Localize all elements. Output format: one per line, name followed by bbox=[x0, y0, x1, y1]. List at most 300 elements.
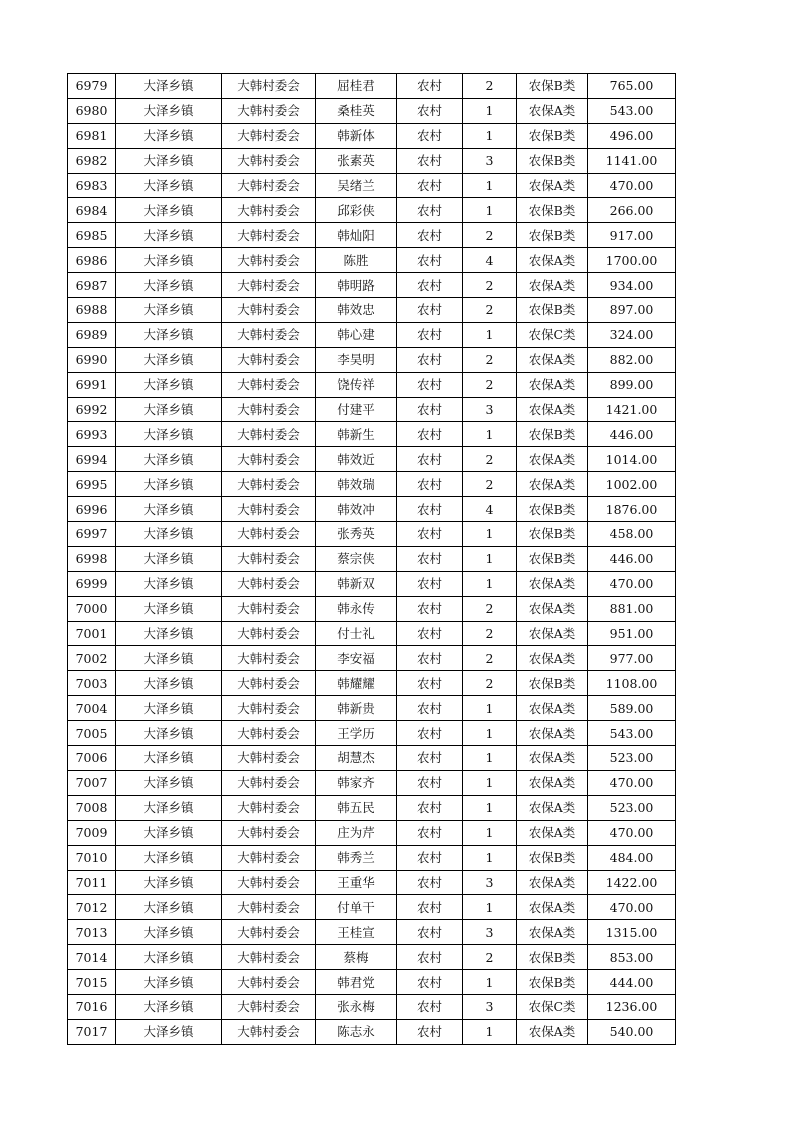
cell-amount: 1315.00 bbox=[588, 920, 676, 945]
cell-id: 7005 bbox=[68, 721, 116, 746]
cell-amount: 470.00 bbox=[588, 173, 676, 198]
cell-name: 韩君党 bbox=[316, 970, 397, 995]
cell-category: 农保A类 bbox=[517, 870, 588, 895]
cell-category: 农保B类 bbox=[517, 522, 588, 547]
cell-count: 1 bbox=[463, 98, 517, 123]
cell-amount: 470.00 bbox=[588, 895, 676, 920]
table-row bbox=[68, 994, 676, 1019]
cell-amount: 882.00 bbox=[588, 347, 676, 372]
table-row bbox=[68, 347, 676, 372]
cell-id: 7003 bbox=[68, 671, 116, 696]
cell-count: 1 bbox=[463, 173, 517, 198]
table-row bbox=[68, 621, 676, 646]
cell-name: 蔡宗侠 bbox=[316, 546, 397, 571]
cell-area: 农村 bbox=[397, 820, 463, 845]
cell-count: 1 bbox=[463, 546, 517, 571]
cell-count: 1 bbox=[463, 895, 517, 920]
cell-name: 饶传祥 bbox=[316, 372, 397, 397]
cell-area: 农村 bbox=[397, 123, 463, 148]
cell-id: 6986 bbox=[68, 248, 116, 273]
cell-amount: 1002.00 bbox=[588, 472, 676, 497]
cell-committee: 大韩村委会 bbox=[222, 447, 316, 472]
cell-area: 农村 bbox=[397, 497, 463, 522]
cell-committee: 大韩村委会 bbox=[222, 721, 316, 746]
cell-name: 韩灿阳 bbox=[316, 223, 397, 248]
cell-town: 大泽乡镇 bbox=[116, 447, 222, 472]
cell-category: 农保B类 bbox=[517, 298, 588, 323]
cell-area: 农村 bbox=[397, 646, 463, 671]
cell-id: 6980 bbox=[68, 98, 116, 123]
cell-amount: 977.00 bbox=[588, 646, 676, 671]
table-row bbox=[68, 248, 676, 273]
cell-amount: 523.00 bbox=[588, 795, 676, 820]
cell-town: 大泽乡镇 bbox=[116, 646, 222, 671]
cell-area: 农村 bbox=[397, 173, 463, 198]
table-body bbox=[68, 74, 676, 1045]
cell-category: 农保B类 bbox=[517, 422, 588, 447]
cell-id: 6985 bbox=[68, 223, 116, 248]
cell-category: 农保C类 bbox=[517, 322, 588, 347]
cell-name: 王重华 bbox=[316, 870, 397, 895]
table-row bbox=[68, 123, 676, 148]
table-row bbox=[68, 472, 676, 497]
cell-category: 农保B类 bbox=[517, 970, 588, 995]
cell-town: 大泽乡镇 bbox=[116, 920, 222, 945]
cell-count: 1 bbox=[463, 721, 517, 746]
cell-id: 7009 bbox=[68, 820, 116, 845]
cell-id: 6984 bbox=[68, 198, 116, 223]
cell-town: 大泽乡镇 bbox=[116, 746, 222, 771]
cell-amount: 523.00 bbox=[588, 746, 676, 771]
cell-count: 3 bbox=[463, 920, 517, 945]
table-row bbox=[68, 273, 676, 298]
cell-category: 农保A类 bbox=[517, 347, 588, 372]
cell-category: 农保A类 bbox=[517, 173, 588, 198]
cell-committee: 大韩村委会 bbox=[222, 596, 316, 621]
cell-amount: 484.00 bbox=[588, 845, 676, 870]
cell-count: 1 bbox=[463, 123, 517, 148]
cell-town: 大泽乡镇 bbox=[116, 870, 222, 895]
table-row bbox=[68, 770, 676, 795]
cell-amount: 446.00 bbox=[588, 546, 676, 571]
cell-count: 1 bbox=[463, 696, 517, 721]
cell-town: 大泽乡镇 bbox=[116, 298, 222, 323]
cell-category: 农保A类 bbox=[517, 820, 588, 845]
cell-area: 农村 bbox=[397, 770, 463, 795]
cell-town: 大泽乡镇 bbox=[116, 770, 222, 795]
cell-id: 7017 bbox=[68, 1019, 116, 1044]
cell-committee: 大韩村委会 bbox=[222, 770, 316, 795]
cell-name: 邱彩侠 bbox=[316, 198, 397, 223]
cell-name: 张永梅 bbox=[316, 994, 397, 1019]
cell-category: 农保A类 bbox=[517, 596, 588, 621]
cell-area: 农村 bbox=[397, 696, 463, 721]
cell-id: 6993 bbox=[68, 422, 116, 447]
cell-town: 大泽乡镇 bbox=[116, 372, 222, 397]
cell-area: 农村 bbox=[397, 223, 463, 248]
cell-category: 农保B类 bbox=[517, 148, 588, 173]
cell-area: 农村 bbox=[397, 845, 463, 870]
table-row bbox=[68, 970, 676, 995]
cell-id: 6981 bbox=[68, 123, 116, 148]
cell-amount: 934.00 bbox=[588, 273, 676, 298]
cell-name: 韩秀兰 bbox=[316, 845, 397, 870]
cell-amount: 470.00 bbox=[588, 571, 676, 596]
cell-category: 农保A类 bbox=[517, 646, 588, 671]
cell-committee: 大韩村委会 bbox=[222, 646, 316, 671]
cell-name: 庄为芹 bbox=[316, 820, 397, 845]
cell-name: 韩新生 bbox=[316, 422, 397, 447]
cell-town: 大泽乡镇 bbox=[116, 123, 222, 148]
cell-category: 农保A类 bbox=[517, 770, 588, 795]
cell-name: 王桂宣 bbox=[316, 920, 397, 945]
cell-category: 农保A类 bbox=[517, 621, 588, 646]
cell-committee: 大韩村委会 bbox=[222, 546, 316, 571]
cell-town: 大泽乡镇 bbox=[116, 497, 222, 522]
table-row bbox=[68, 920, 676, 945]
cell-name: 付单干 bbox=[316, 895, 397, 920]
cell-id: 7016 bbox=[68, 994, 116, 1019]
table-row bbox=[68, 820, 676, 845]
cell-id: 6987 bbox=[68, 273, 116, 298]
table-row bbox=[68, 447, 676, 472]
cell-id: 7011 bbox=[68, 870, 116, 895]
cell-area: 农村 bbox=[397, 447, 463, 472]
cell-id: 6989 bbox=[68, 322, 116, 347]
cell-amount: 1141.00 bbox=[588, 148, 676, 173]
cell-id: 6995 bbox=[68, 472, 116, 497]
cell-id: 7007 bbox=[68, 770, 116, 795]
cell-area: 农村 bbox=[397, 198, 463, 223]
table-row bbox=[68, 596, 676, 621]
table-row bbox=[68, 148, 676, 173]
cell-committee: 大韩村委会 bbox=[222, 746, 316, 771]
cell-town: 大泽乡镇 bbox=[116, 273, 222, 298]
cell-town: 大泽乡镇 bbox=[116, 795, 222, 820]
cell-count: 1 bbox=[463, 422, 517, 447]
cell-name: 韩五民 bbox=[316, 795, 397, 820]
cell-area: 农村 bbox=[397, 472, 463, 497]
cell-id: 6994 bbox=[68, 447, 116, 472]
cell-amount: 765.00 bbox=[588, 74, 676, 99]
cell-town: 大泽乡镇 bbox=[116, 347, 222, 372]
cell-amount: 446.00 bbox=[588, 422, 676, 447]
cell-count: 2 bbox=[463, 273, 517, 298]
cell-amount: 458.00 bbox=[588, 522, 676, 547]
cell-amount: 1108.00 bbox=[588, 671, 676, 696]
cell-id: 7014 bbox=[68, 945, 116, 970]
cell-area: 农村 bbox=[397, 795, 463, 820]
table-row bbox=[68, 1019, 676, 1044]
cell-town: 大泽乡镇 bbox=[116, 845, 222, 870]
cell-id: 6982 bbox=[68, 148, 116, 173]
cell-id: 6990 bbox=[68, 347, 116, 372]
cell-committee: 大韩村委会 bbox=[222, 74, 316, 99]
cell-name: 陈志永 bbox=[316, 1019, 397, 1044]
cell-town: 大泽乡镇 bbox=[116, 945, 222, 970]
cell-id: 6983 bbox=[68, 173, 116, 198]
table-row bbox=[68, 522, 676, 547]
table-row bbox=[68, 546, 676, 571]
cell-category: 农保A类 bbox=[517, 571, 588, 596]
cell-amount: 881.00 bbox=[588, 596, 676, 621]
cell-area: 农村 bbox=[397, 870, 463, 895]
cell-area: 农村 bbox=[397, 1019, 463, 1044]
cell-name: 韩效近 bbox=[316, 447, 397, 472]
cell-committee: 大韩村委会 bbox=[222, 497, 316, 522]
cell-amount: 1876.00 bbox=[588, 497, 676, 522]
cell-town: 大泽乡镇 bbox=[116, 248, 222, 273]
cell-area: 农村 bbox=[397, 98, 463, 123]
cell-id: 7008 bbox=[68, 795, 116, 820]
cell-id: 6999 bbox=[68, 571, 116, 596]
cell-town: 大泽乡镇 bbox=[116, 546, 222, 571]
cell-count: 1 bbox=[463, 198, 517, 223]
cell-name: 李安福 bbox=[316, 646, 397, 671]
cell-category: 农保A类 bbox=[517, 447, 588, 472]
cell-id: 6991 bbox=[68, 372, 116, 397]
cell-amount: 897.00 bbox=[588, 298, 676, 323]
cell-category: 农保A类 bbox=[517, 1019, 588, 1044]
cell-category: 农保C类 bbox=[517, 994, 588, 1019]
cell-count: 1 bbox=[463, 746, 517, 771]
cell-committee: 大韩村委会 bbox=[222, 895, 316, 920]
cell-town: 大泽乡镇 bbox=[116, 970, 222, 995]
cell-area: 农村 bbox=[397, 746, 463, 771]
cell-area: 农村 bbox=[397, 148, 463, 173]
table-row bbox=[68, 397, 676, 422]
cell-category: 农保B类 bbox=[517, 123, 588, 148]
cell-category: 农保A类 bbox=[517, 248, 588, 273]
cell-committee: 大韩村委会 bbox=[222, 422, 316, 447]
cell-committee: 大韩村委会 bbox=[222, 820, 316, 845]
cell-area: 农村 bbox=[397, 422, 463, 447]
cell-id: 7004 bbox=[68, 696, 116, 721]
cell-amount: 1421.00 bbox=[588, 397, 676, 422]
cell-count: 1 bbox=[463, 1019, 517, 1044]
cell-area: 农村 bbox=[397, 994, 463, 1019]
cell-id: 7015 bbox=[68, 970, 116, 995]
cell-area: 农村 bbox=[397, 895, 463, 920]
cell-amount: 540.00 bbox=[588, 1019, 676, 1044]
benefit-table bbox=[67, 73, 676, 1045]
cell-area: 农村 bbox=[397, 372, 463, 397]
cell-count: 2 bbox=[463, 372, 517, 397]
cell-town: 大泽乡镇 bbox=[116, 198, 222, 223]
table-row bbox=[68, 223, 676, 248]
cell-id: 7013 bbox=[68, 920, 116, 945]
table-row bbox=[68, 173, 676, 198]
cell-count: 2 bbox=[463, 621, 517, 646]
table-row bbox=[68, 571, 676, 596]
cell-committee: 大韩村委会 bbox=[222, 173, 316, 198]
table-row bbox=[68, 945, 676, 970]
cell-category: 农保B类 bbox=[517, 945, 588, 970]
cell-committee: 大韩村委会 bbox=[222, 994, 316, 1019]
cell-count: 1 bbox=[463, 970, 517, 995]
cell-id: 7001 bbox=[68, 621, 116, 646]
cell-count: 2 bbox=[463, 74, 517, 99]
cell-town: 大泽乡镇 bbox=[116, 522, 222, 547]
cell-count: 4 bbox=[463, 497, 517, 522]
cell-name: 韩永传 bbox=[316, 596, 397, 621]
cell-area: 农村 bbox=[397, 74, 463, 99]
cell-name: 付士礼 bbox=[316, 621, 397, 646]
cell-name: 韩家齐 bbox=[316, 770, 397, 795]
cell-committee: 大韩村委会 bbox=[222, 123, 316, 148]
cell-town: 大泽乡镇 bbox=[116, 571, 222, 596]
cell-category: 农保A类 bbox=[517, 920, 588, 945]
cell-id: 6992 bbox=[68, 397, 116, 422]
cell-category: 农保B类 bbox=[517, 198, 588, 223]
cell-name: 韩明路 bbox=[316, 273, 397, 298]
cell-name: 韩新贵 bbox=[316, 696, 397, 721]
cell-name: 韩效冲 bbox=[316, 497, 397, 522]
cell-committee: 大韩村委会 bbox=[222, 298, 316, 323]
table-row bbox=[68, 721, 676, 746]
cell-count: 3 bbox=[463, 994, 517, 1019]
cell-count: 3 bbox=[463, 397, 517, 422]
cell-amount: 917.00 bbox=[588, 223, 676, 248]
cell-committee: 大韩村委会 bbox=[222, 795, 316, 820]
cell-name: 李昊明 bbox=[316, 347, 397, 372]
cell-area: 农村 bbox=[397, 721, 463, 746]
cell-amount: 1236.00 bbox=[588, 994, 676, 1019]
cell-count: 1 bbox=[463, 820, 517, 845]
cell-committee: 大韩村委会 bbox=[222, 223, 316, 248]
cell-town: 大泽乡镇 bbox=[116, 148, 222, 173]
cell-id: 7002 bbox=[68, 646, 116, 671]
cell-town: 大泽乡镇 bbox=[116, 820, 222, 845]
cell-name: 张秀英 bbox=[316, 522, 397, 547]
cell-amount: 470.00 bbox=[588, 820, 676, 845]
cell-category: 农保B类 bbox=[517, 671, 588, 696]
cell-name: 王学历 bbox=[316, 721, 397, 746]
table-row bbox=[68, 646, 676, 671]
cell-committee: 大韩村委会 bbox=[222, 273, 316, 298]
cell-area: 农村 bbox=[397, 248, 463, 273]
cell-town: 大泽乡镇 bbox=[116, 671, 222, 696]
table-row bbox=[68, 696, 676, 721]
cell-category: 农保A类 bbox=[517, 895, 588, 920]
cell-name: 屈桂君 bbox=[316, 74, 397, 99]
cell-area: 农村 bbox=[397, 945, 463, 970]
cell-area: 农村 bbox=[397, 671, 463, 696]
cell-name: 张素英 bbox=[316, 148, 397, 173]
cell-name: 胡慧杰 bbox=[316, 746, 397, 771]
cell-area: 农村 bbox=[397, 322, 463, 347]
cell-committee: 大韩村委会 bbox=[222, 945, 316, 970]
table-row bbox=[68, 795, 676, 820]
cell-count: 1 bbox=[463, 770, 517, 795]
cell-town: 大泽乡镇 bbox=[116, 596, 222, 621]
table-row bbox=[68, 895, 676, 920]
cell-amount: 853.00 bbox=[588, 945, 676, 970]
cell-count: 2 bbox=[463, 646, 517, 671]
table-row bbox=[68, 422, 676, 447]
cell-committee: 大韩村委会 bbox=[222, 322, 316, 347]
cell-category: 农保A类 bbox=[517, 472, 588, 497]
cell-amount: 951.00 bbox=[588, 621, 676, 646]
cell-count: 2 bbox=[463, 298, 517, 323]
cell-count: 2 bbox=[463, 945, 517, 970]
table-row bbox=[68, 497, 676, 522]
cell-amount: 899.00 bbox=[588, 372, 676, 397]
cell-area: 农村 bbox=[397, 571, 463, 596]
cell-amount: 543.00 bbox=[588, 98, 676, 123]
table-row bbox=[68, 870, 676, 895]
cell-count: 1 bbox=[463, 522, 517, 547]
cell-id: 7012 bbox=[68, 895, 116, 920]
cell-count: 1 bbox=[463, 571, 517, 596]
cell-area: 农村 bbox=[397, 347, 463, 372]
cell-count: 2 bbox=[463, 671, 517, 696]
cell-town: 大泽乡镇 bbox=[116, 472, 222, 497]
table-row bbox=[68, 322, 676, 347]
cell-committee: 大韩村委会 bbox=[222, 621, 316, 646]
cell-name: 韩效瑞 bbox=[316, 472, 397, 497]
cell-count: 1 bbox=[463, 322, 517, 347]
cell-committee: 大韩村委会 bbox=[222, 347, 316, 372]
cell-category: 农保B类 bbox=[517, 546, 588, 571]
cell-area: 农村 bbox=[397, 546, 463, 571]
cell-id: 7000 bbox=[68, 596, 116, 621]
cell-town: 大泽乡镇 bbox=[116, 895, 222, 920]
cell-category: 农保A类 bbox=[517, 721, 588, 746]
cell-committee: 大韩村委会 bbox=[222, 571, 316, 596]
cell-name: 韩新双 bbox=[316, 571, 397, 596]
cell-id: 6988 bbox=[68, 298, 116, 323]
cell-category: 农保A类 bbox=[517, 696, 588, 721]
cell-town: 大泽乡镇 bbox=[116, 422, 222, 447]
cell-amount: 1700.00 bbox=[588, 248, 676, 273]
cell-area: 农村 bbox=[397, 621, 463, 646]
cell-count: 2 bbox=[463, 347, 517, 372]
cell-committee: 大韩村委会 bbox=[222, 198, 316, 223]
cell-amount: 1422.00 bbox=[588, 870, 676, 895]
cell-count: 2 bbox=[463, 472, 517, 497]
cell-area: 农村 bbox=[397, 522, 463, 547]
cell-category: 农保A类 bbox=[517, 273, 588, 298]
cell-name: 韩心建 bbox=[316, 322, 397, 347]
table-row bbox=[68, 671, 676, 696]
cell-name: 韩效忠 bbox=[316, 298, 397, 323]
cell-area: 农村 bbox=[397, 397, 463, 422]
cell-area: 农村 bbox=[397, 970, 463, 995]
cell-amount: 266.00 bbox=[588, 198, 676, 223]
cell-id: 7010 bbox=[68, 845, 116, 870]
cell-committee: 大韩村委会 bbox=[222, 845, 316, 870]
cell-count: 2 bbox=[463, 596, 517, 621]
cell-count: 1 bbox=[463, 795, 517, 820]
cell-town: 大泽乡镇 bbox=[116, 98, 222, 123]
cell-town: 大泽乡镇 bbox=[116, 74, 222, 99]
cell-committee: 大韩村委会 bbox=[222, 472, 316, 497]
cell-name: 韩耀耀 bbox=[316, 671, 397, 696]
table-row bbox=[68, 198, 676, 223]
cell-town: 大泽乡镇 bbox=[116, 1019, 222, 1044]
table-row bbox=[68, 372, 676, 397]
table-row bbox=[68, 845, 676, 870]
cell-amount: 324.00 bbox=[588, 322, 676, 347]
cell-name: 陈胜 bbox=[316, 248, 397, 273]
cell-name: 付建平 bbox=[316, 397, 397, 422]
cell-count: 2 bbox=[463, 447, 517, 472]
cell-id: 7006 bbox=[68, 746, 116, 771]
cell-amount: 496.00 bbox=[588, 123, 676, 148]
cell-committee: 大韩村委会 bbox=[222, 98, 316, 123]
table-row bbox=[68, 298, 676, 323]
